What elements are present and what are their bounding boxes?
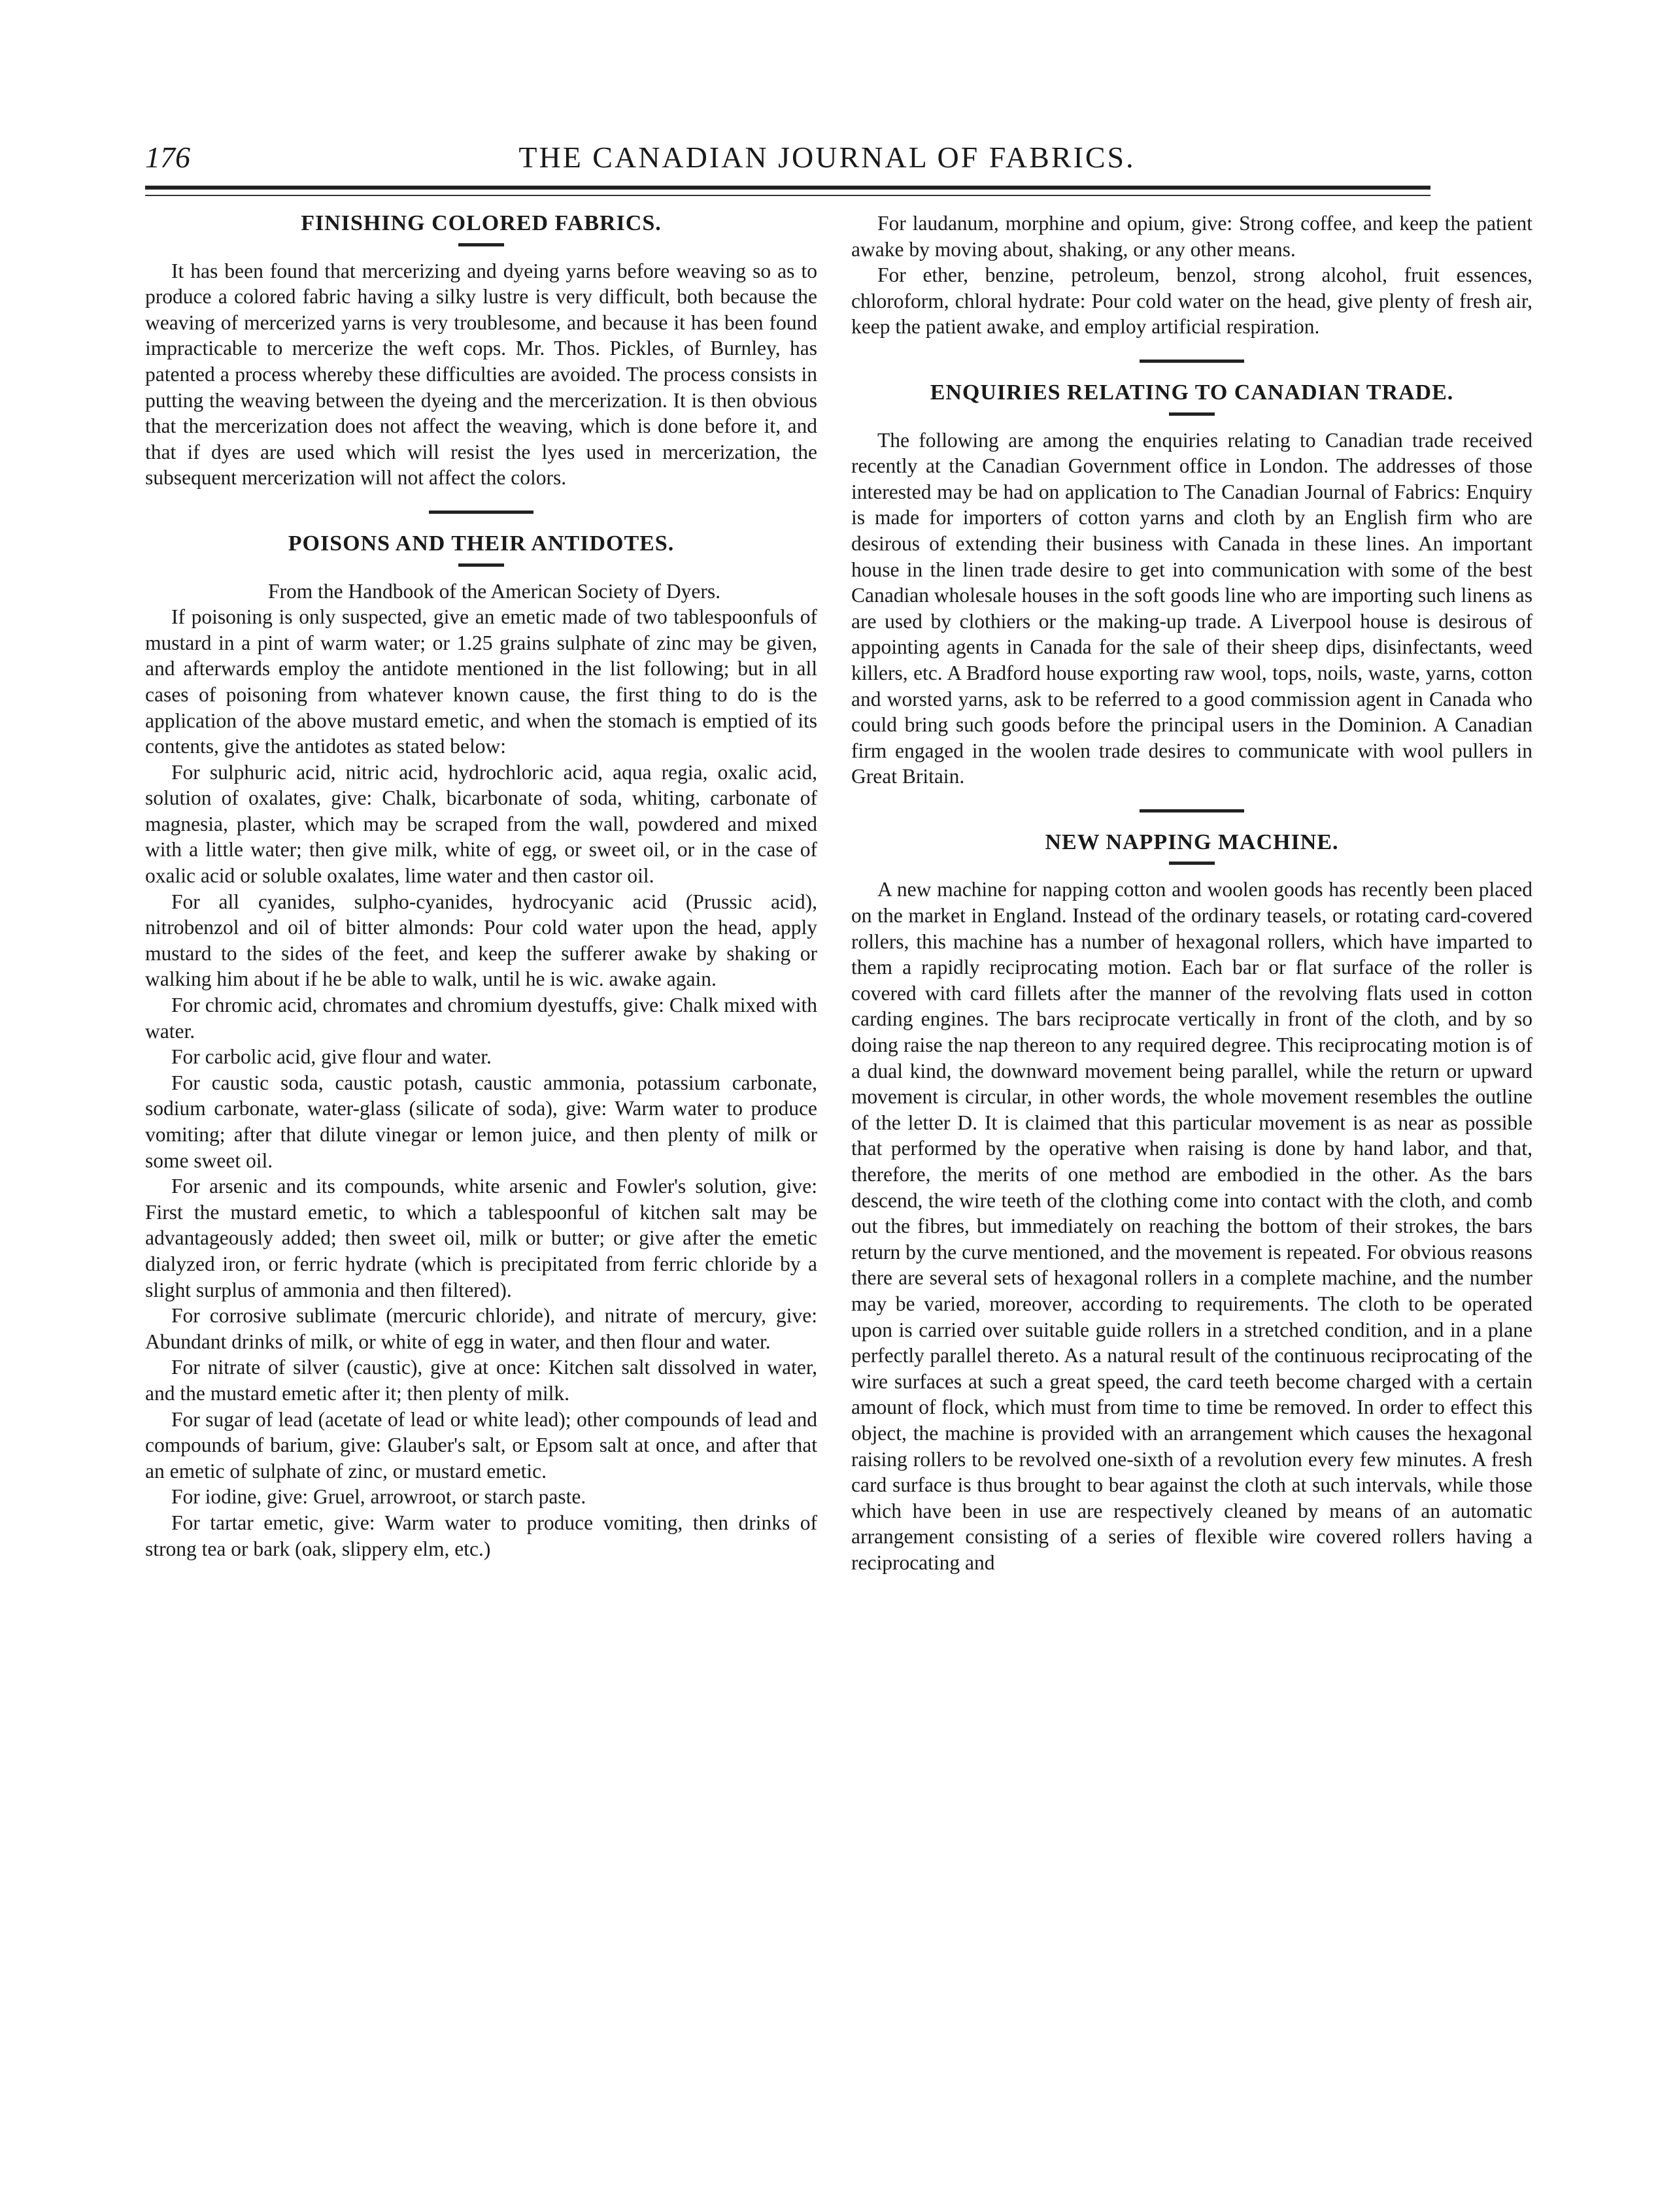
title-rule — [458, 563, 504, 567]
page-number: 176 — [145, 141, 190, 174]
article-paragraph: For iodine, give: Gruel, arrowroot, or starch paste. — [171, 1485, 586, 1509]
article-paragraph: For nitrate of silver (caustic), give at once: Kitchen salt dissolved in water, and the mustard emetic after it; then plenty of milk. — [145, 1356, 817, 1405]
section-divider — [429, 511, 533, 514]
article-title-enquiries: ENQUIRIES RELATING TO CANADIAN TRADE. — [930, 380, 1454, 405]
article-paragraph: For sugar of lead (acetate of lead or white lead); other compounds of lead and compounds of barium, give: Glauber's salt, or Epsom salt at once, and after that an emetic of sulphate of zinc, or mustard emetic. — [145, 1407, 817, 1483]
title-rule — [1169, 862, 1215, 865]
header-rule — [145, 186, 1430, 190]
article-title-poisons: POISONS AND THEIR ANTIDOTES. — [288, 531, 675, 556]
article-paragraph: For arsenic and its compounds, white arsenic and Fowler's solution, give: First the mustard emetic, to which a tablespoonful of kitchen salt may be advantageously added; then sweet oil, milk or butter; or give after the emetic dialyzed iron, or ferric hydrate (which is precipitated from ferric chloride by a slight surplus of ammonia and then filtered). — [145, 1175, 817, 1301]
journal-title: THE CANADIAN JOURNAL OF FABRICS. — [518, 141, 1136, 174]
article-title-finishing: FINISHING COLORED FABRICS. — [301, 211, 662, 235]
section-divider — [1140, 360, 1244, 363]
article-paragraph: It has been found that mercerizing and dyeing yarns before weaving so as to produce a colored fabric having a silky lustre is very difficult, both because the weaving of mercerized yarns is very troublesome, and because it has been found impracticable to mercerize the weft cops. Mr. Thos. Pickles, of Burnley, has patented a process whereby these difficulties are avoided. The process consists in putting the weaving between the dyeing and the mercerization. It is then obvious that the mercerization does not affect the weaving, which is done before it, and that if dyes are used which will resist the lyes used in mercerization, the subsequent mercerization will not affect the colors. — [145, 259, 817, 490]
title-rule — [458, 243, 504, 246]
header-rule-thin — [145, 195, 1430, 196]
article-paragraph: For ether, benzine, petroleum, benzol, strong alcohol, fruit essences, chloroform, chloral hydrate: Pour cold water on the head, give plenty of fresh air, keep the patient awake, and employ artificial respiration. — [851, 263, 1532, 339]
article-paragraph: For chromic acid, chromates and chromium dyestuffs, give: Chalk mixed with water. — [145, 994, 817, 1043]
right-column — [851, 210, 1532, 2145]
title-rule — [1169, 412, 1215, 416]
article-paragraph: For corrosive sublimate (mercuric chloride), and nitrate of mercury, give: Abundant drinks of milk, or white of egg in water, and then flour and water. — [145, 1304, 817, 1353]
article-paragraph: For tartar emetic, give: Warm water to produce vomiting, then drinks of strong tea or bark (oak, slippery elm, etc.) — [145, 1511, 817, 1560]
article-paragraph: For sulphuric acid, nitric acid, hydrochloric acid, aqua regia, oxalic acid, solution of oxalates, give: Chalk, bicarbonate of soda, whiting, carbonate of magnesia, plaster, which may be scraped from the wall, powdered and mixed with a little water; then give milk, white of egg, or sweet oil, or in the case of oxalic acid or soluble oxalates, lime water and then castor oil. — [145, 760, 817, 888]
article-paragraph: For carbolic acid, give flour and water. — [171, 1045, 492, 1069]
article-paragraph: For all cyanides, sulpho-cyanides, hydrocyanic acid (Prussic acid), nitrobenzol and oil of bitter almonds: Pour cold water upon the head, apply mustard to the sides of the feet, and keep the sufferer awake by shaking or walking him about if he be able to walk, until he is wic. awake again. — [145, 890, 817, 991]
article-paragraph: For caustic soda, caustic potash, caustic ammonia, potassium carbonate, sodium carbonate, water-glass (silicate of soda), give: Warm water to produce vomiting; after that dilute vinegar or lemon juice, and then plenty of milk or some sweet oil. — [145, 1071, 817, 1172]
article-title-napping: NEW NAPPING MACHINE. — [1045, 830, 1339, 854]
left-column — [145, 210, 817, 2145]
article-paragraph: If poisoning is only suspected, give an emetic made of two tablespoonfuls of mustard in a pint of warm water; or 1.25 grains sulphate of zinc may be given, and afterwards employ the antidote mentioned in the list following; but in all cases of poisoning from whatever known cause, the first thing to do is the application of the above mustard emetic, and when the stomach is emptied of its contents, give the antidotes as stated below: — [145, 605, 817, 758]
page-header — [145, 137, 1430, 183]
article-paragraph: A new machine for napping cotton and woolen goods has recently been placed on the market in England. Instead of the ordinary teasels, or rotating card-covered rollers, this machine has a number of hexagonal rollers, which have imparted to them a rapidly reciprocating motion. Each bar or flat surface of the roller is covered with card fillets after the manner of the revolving flats used in cotton carding engines. The bars reciprocate vertically in front of the cloth, and by so doing raise the nap thereon to any required degree. This reciprocating motion is of a dual kind, the downward movement being parallel, while the return or upward movement is circular, in other words, the whole movement resembles the outline of the letter D. It is claimed that this particular movement is as near as possible that performed by the operative when raising is done by hand labor, and that, therefore, the merits of one method are embodied in the other. As the bars descend, the wire teeth of the clothing come into contact with the cloth, and comb out the fibres, but immediately on reaching the bottom of their strokes, the bars return by the curve mentioned, and the movement is repeated. For obvious reasons there are several sets of hexagonal rollers in a complete machine, and the number may be varied, moreover, according to requirements. The cloth to be operated upon is carried over suitable guide rollers in a stretched condition, and in a plane perfectly parallel thereto. As a natural result of the continuous reciprocating of the wire surfaces at such a great speed, the card teeth become charged with a certain amount of flock, which must from time to time be removed. In order to effect this object, the machine is provided with an arrangement which causes the hexagonal raising rollers to be revolved one-sixth of a revolution every few minutes. A fresh card surface is thus brought to bear against the cloth at such intervals, while those which have been in use are respectively cleaned by means of an automatic arrangement consisting of a series of flexible wire covered rollers having a reciprocating and — [851, 878, 1532, 1574]
article-paragraph: The following are among the enquiries relating to Canadian trade received recently at the Canadian Government office in London. The addresses of those interested may be had on application to The Canadian Journal of Fabrics: Enquiry is made for importers of cotton yarns and cloth by an English firm who are desirous of extending their business with Canada in these lines. An important house in the linen trade desire to get into communication with some of the best Canadian wholesale houses in the soft goods line who are importing such linens as are used by clothiers or the making-up trade. A Liverpool house is desirous of appointing agents in Canada for the sale of their sheep dips, disinfectants, weed killers, etc. A Bradford house exporting raw wool, tops, noils, waste, yarns, cotton and worsted yarns, ask to be referred to a good commission agent in Canada who could bring such goods before the principal users in the Dominion. A Canadian firm engaged in the woolen trade desires to communicate with wool pullers in Great Britain. — [851, 428, 1532, 788]
section-divider — [1140, 809, 1244, 813]
article-source: From the Handbook of the American Society of Dyers. — [268, 579, 720, 603]
article-paragraph: For laudanum, morphine and opium, give: Strong coffee, and keep the patient awake by moving about, shaking, or any other means. — [851, 212, 1532, 261]
